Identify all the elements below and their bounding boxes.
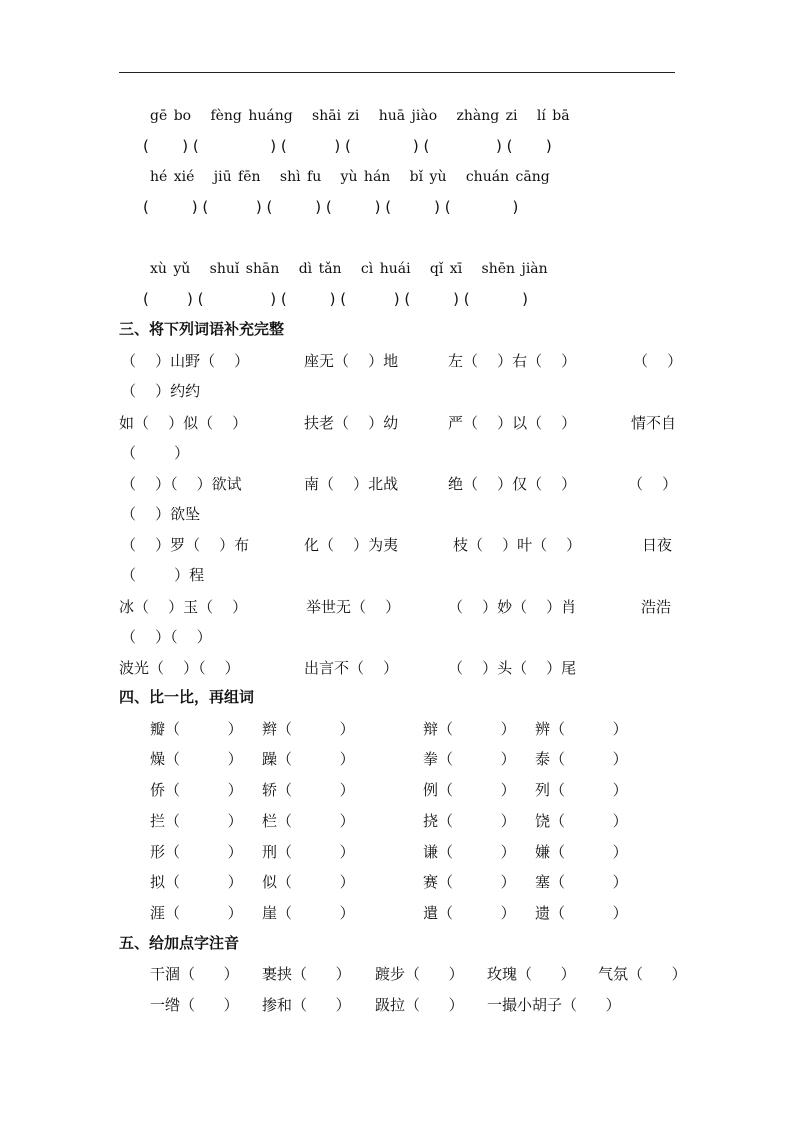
pinyin-row-2: hé xié jiū fēn shì fu yù hán bǐ yù chuán cāng [150,169,550,185]
compare-item[interactable]: 辩（ ） [423,720,516,738]
compare-item[interactable]: 轿（ ） [262,781,355,799]
fill-item[interactable]: （ ）妙（ ）肖 [448,598,577,616]
fill-item[interactable]: （ ） [121,444,190,462]
pinyin-answer-item[interactable]: 气氛（ ） [598,965,687,983]
fill-item[interactable]: 左（ ）右（ ） [448,352,577,370]
compare-item[interactable]: 侨（ ） [150,781,243,799]
pinyin-answer-item[interactable]: 掺和（ ） [262,996,351,1014]
compare-item[interactable]: 拦（ ） [150,812,243,830]
fill-item[interactable]: （ ）山野（ ） [121,352,250,370]
pinyin-answer-item[interactable]: 玫瑰（ ） [487,965,576,983]
compare-item[interactable]: 列（ ） [535,781,628,799]
section4-title: 四、比一比，再组词 [119,688,255,706]
pinyin-answer-item[interactable]: 趿拉（ ） [375,996,464,1014]
pinyin-row-1: gē bo fèng huáng shāi zi huā jiào zhàng zi lí bā [150,108,570,124]
compare-item[interactable]: 刑（ ） [262,843,355,861]
fill-item[interactable]: 波光（ ）（ ） [119,659,240,677]
fill-item[interactable]: （ ） [633,352,683,370]
compare-item[interactable]: 拟（ ） [150,873,243,891]
pinyin-blanks-3[interactable]: ( ) ( ) ( ) ( ) ( ) ( ) [143,290,528,308]
compare-item[interactable]: 躁（ ） [262,750,355,768]
fill-item[interactable]: 扶老（ ）幼 [304,414,399,432]
fill-item[interactable]: 严（ ）以（ ） [448,414,577,432]
compare-item[interactable]: 泰（ ） [535,750,628,768]
fill-item[interactable]: 出言不（ ） [304,659,399,677]
compare-item[interactable]: 栏（ ） [262,812,355,830]
fill-item[interactable]: 如（ ）似（ ） [119,414,248,432]
pinyin-answer-item[interactable]: 裹挟（ ） [262,965,351,983]
compare-item[interactable]: 瓣（ ） [150,720,243,738]
pinyin-answer-item[interactable]: 踱步（ ） [375,965,464,983]
pinyin-blanks-1[interactable]: ( ) ( ) ( ) ( ) ( ) ( ) [143,137,552,155]
pinyin-answer-item[interactable]: 一绺（ ） [150,996,239,1014]
compare-item[interactable]: 遣（ ） [423,904,516,922]
fill-item: 日夜 [642,536,673,554]
compare-item[interactable]: 饶（ ） [535,812,628,830]
compare-item[interactable]: 燥（ ） [150,750,243,768]
fill-item[interactable]: （ ）欲坠 [121,505,201,523]
fill-item: 情不自 [631,414,677,432]
compare-item[interactable]: 似（ ） [262,873,355,891]
compare-item[interactable]: 拳（ ） [423,750,516,768]
fill-item[interactable]: 绝（ ）仅（ ） [448,475,577,493]
compare-item[interactable]: 谦（ ） [423,843,516,861]
compare-item[interactable]: 挠（ ） [423,812,516,830]
section3-title: 三、将下列词语补充完整 [119,320,285,338]
fill-item[interactable]: 冰（ ）玉（ ） [119,598,248,616]
fill-item[interactable]: （ ）（ ）欲试 [121,475,242,493]
fill-item[interactable]: （ ）（ ） [121,628,212,646]
compare-item[interactable]: 崖（ ） [262,904,355,922]
fill-item[interactable]: （ ）程 [121,566,205,584]
compare-item[interactable]: 遗（ ） [535,904,628,922]
header-rule [119,72,675,73]
fill-item[interactable]: 座无（ ）地 [304,352,399,370]
compare-item[interactable]: 例（ ） [423,781,516,799]
fill-item[interactable]: （ ） [628,475,678,493]
compare-item[interactable]: 涯（ ） [150,904,243,922]
fill-item: 浩浩 [641,598,672,616]
pinyin-answer-item[interactable]: 干涸（ ） [150,965,239,983]
fill-item[interactable]: 举世无（ ） [306,598,401,616]
compare-item[interactable]: 形（ ） [150,843,243,861]
pinyin-row-3: xù yǔ shuǐ shān dì tǎn cì huái qǐ xī shēn jiàn [150,261,548,277]
fill-item[interactable]: 南（ ）北战 [304,475,399,493]
pinyin-answer-item[interactable]: 一撮小胡子（ ） [487,996,621,1014]
fill-item[interactable]: （ ）约约 [121,382,201,400]
pinyin-blanks-2[interactable]: ( ) ( ) ( ) ( ) ( ) ( ) [143,198,519,216]
compare-item[interactable]: 赛（ ） [423,873,516,891]
fill-item[interactable]: 枝（ ）叶（ ） [453,536,582,554]
compare-item[interactable]: 辫（ ） [262,720,355,738]
compare-item[interactable]: 塞（ ） [535,873,628,891]
fill-item[interactable]: （ ）头（ ）尾 [448,659,577,677]
section5-title: 五、给加点字注音 [119,934,240,952]
fill-item[interactable]: 化（ ）为夷 [304,536,399,554]
fill-item[interactable]: （ ）罗（ ）布 [121,536,250,554]
compare-item[interactable]: 辨（ ） [535,720,628,738]
compare-item[interactable]: 嫌（ ） [535,843,628,861]
